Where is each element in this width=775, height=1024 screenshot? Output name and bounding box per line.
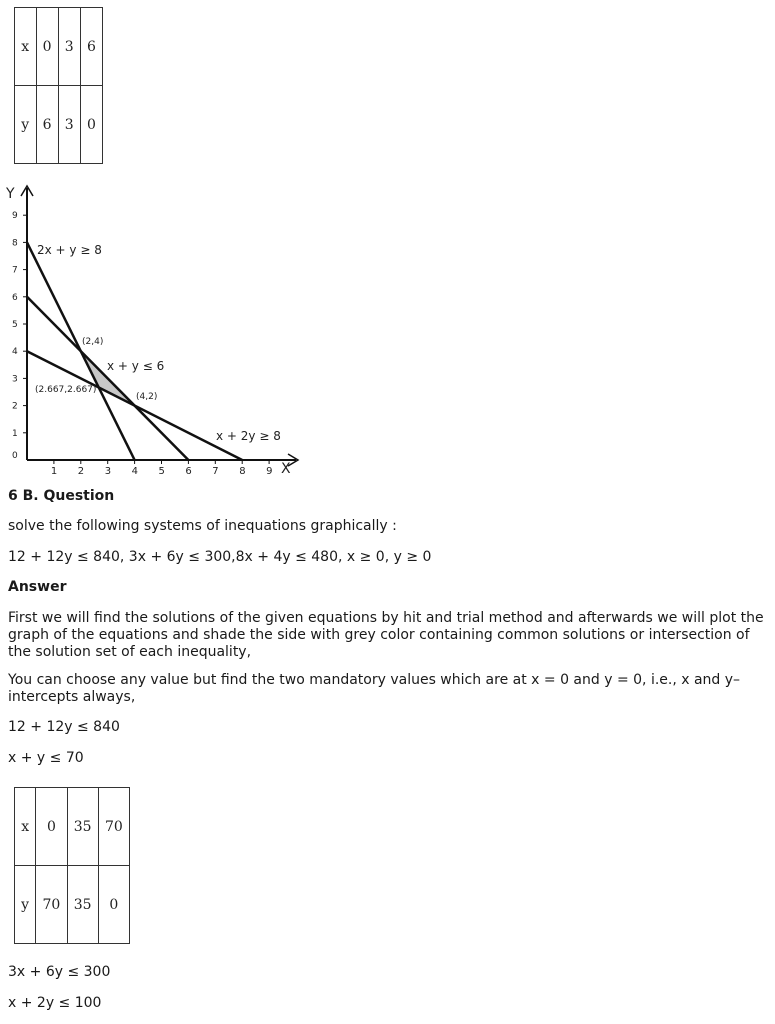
x-tick-label: 7 — [212, 466, 219, 477]
table-cell: 0 — [36, 8, 58, 86]
y-tick-label: 4 — [12, 347, 18, 358]
x-tick-label: 3 — [104, 466, 112, 477]
inequality-graph — [0, 180, 320, 485]
boundary-line — [27, 297, 188, 460]
equation: 12 + 12y ≤ 840 — [8, 719, 120, 735]
table-cell: 3 — [58, 8, 80, 86]
point-label: (2.667,2.667) — [35, 385, 97, 395]
table-cell: 0 — [98, 866, 129, 944]
table-row — [15, 866, 130, 944]
x-tick-label: 2 — [77, 466, 85, 477]
table-cell: 70 — [98, 788, 129, 866]
equation: x + y ≤ 70 — [8, 750, 84, 766]
table-cell: 70 — [36, 866, 67, 944]
x-tick-label: 5 — [158, 466, 165, 477]
x-tick-label: 6 — [185, 466, 192, 477]
point-label: (4,2) — [136, 392, 158, 402]
y-tick-label: 8 — [12, 238, 18, 249]
table-row — [15, 788, 130, 866]
table-cell: 35 — [67, 788, 98, 866]
question-prompt: solve the following systems of inequations graphically : — [8, 518, 397, 534]
x-tick-label: 8 — [239, 466, 246, 477]
y-axis-label: Y — [6, 186, 15, 202]
table-cell: 6 — [36, 86, 58, 164]
line-label-x-plus-y: x + y ≤ 6 — [107, 359, 165, 373]
y-tick-label: 5 — [12, 320, 18, 330]
values-table-2 — [14, 787, 130, 944]
answer-paragraph-2: You can choose any value but find the two mandatory values which are at x = 0 and y = 0, i.e., x and y–intercepts always, — [8, 672, 741, 705]
question-heading: 6 B. Question — [8, 488, 115, 504]
y-tick-label: 7 — [12, 265, 18, 276]
point-label: (2,4) — [82, 337, 104, 347]
x-tick-label: 9 — [266, 466, 273, 477]
line-label-2x-plus-y: 2x + y ≥ 8 — [37, 243, 102, 257]
x-axis-label: X — [281, 461, 291, 477]
x-tick-label: 4 — [131, 466, 138, 477]
y-tick-label: 1 — [12, 428, 18, 439]
equation: x + 2y ≤ 100 — [8, 995, 102, 1011]
table-cell: y — [15, 866, 36, 944]
values-table-1 — [14, 7, 103, 164]
table-cell: 6 — [80, 8, 102, 86]
answer-heading: Answer — [8, 579, 67, 595]
table-row — [15, 86, 103, 164]
table-row — [15, 8, 103, 86]
x-tick-label: 1 — [50, 466, 58, 477]
table-cell: x — [15, 8, 37, 86]
y-tick-label: 9 — [12, 211, 18, 222]
line-label-x-plus-2y: x + 2y ≥ 8 — [216, 429, 281, 443]
y-tick-label: 3 — [12, 374, 18, 385]
table-cell: 0 — [36, 788, 67, 866]
y-tick-label: 0 — [12, 451, 18, 461]
answer-paragraph-1: First we will find the solutions of the given equations by hit and trial method and afterwards we will plot the graph of the equations and shade the side with grey color containing common solutions or intersection of the solution set of each inequality, — [8, 610, 764, 660]
table-cell: x — [15, 788, 36, 866]
table-cell: y — [15, 86, 37, 164]
y-tick-label: 2 — [12, 401, 18, 412]
table-cell: 3 — [58, 86, 80, 164]
question-system: 12 + 12y ≤ 840, 3x + 6y ≤ 300,8x + 4y ≤ 480, x ≥ 0, y ≥ 0 — [8, 549, 432, 565]
table-cell: 0 — [80, 86, 102, 164]
equation: 3x + 6y ≤ 300 — [8, 964, 111, 980]
table-cell: 35 — [67, 866, 98, 944]
y-tick-label: 6 — [12, 292, 18, 303]
